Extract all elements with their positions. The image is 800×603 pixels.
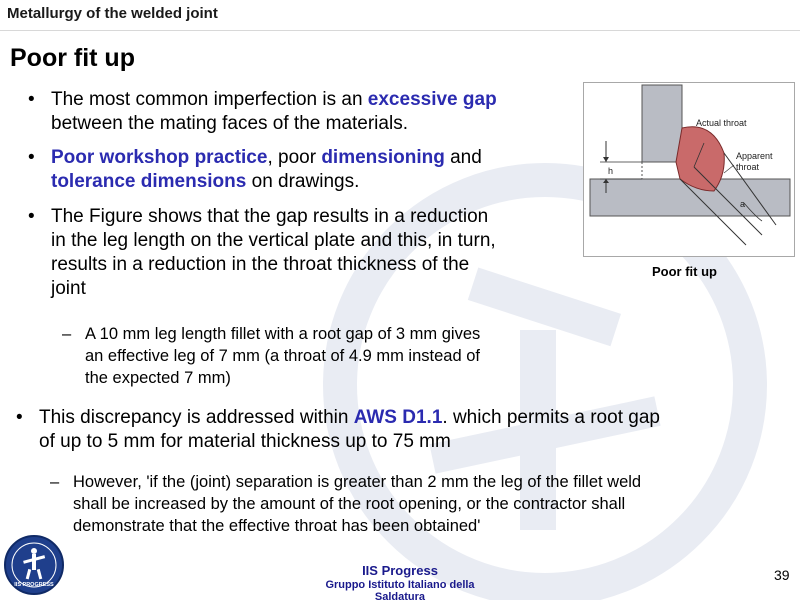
figure-caption: Poor fit up bbox=[652, 264, 717, 279]
bullet-4-marker: • bbox=[16, 407, 23, 428]
label-a: a bbox=[740, 199, 746, 209]
bullet-3-line-4: joint bbox=[51, 278, 86, 299]
vertical-plate bbox=[642, 85, 682, 162]
bullet-2-text-3: on drawings. bbox=[246, 171, 360, 192]
bullet-1-marker: • bbox=[28, 89, 35, 110]
bullet-1-text: The most common imperfection is an bbox=[51, 89, 368, 110]
logo-text: IIS PROGRESS bbox=[14, 582, 54, 588]
bullet-2-highlight-2: dimensioning bbox=[321, 147, 445, 168]
bullet-4-highlight: AWS D1.1 bbox=[353, 407, 443, 428]
header-title: Metallurgy of the welded joint bbox=[7, 5, 218, 22]
page-number: 39 bbox=[774, 567, 790, 583]
iis-progress-logo bbox=[3, 534, 65, 596]
sub-bullet-2 bbox=[73, 471, 793, 537]
sub-bullet-1-line-1: A 10 mm leg length fillet with a root gap of 3 mm gives bbox=[85, 325, 481, 343]
bullet-1 bbox=[51, 88, 581, 136]
sub-bullet-1-line-2: an effective leg of 7 mm (a throat of 4.9 mm instead of bbox=[85, 347, 480, 365]
bullet-2-marker: • bbox=[28, 147, 35, 168]
sub-bullet-1-line-3: the expected 7 mm) bbox=[85, 369, 231, 387]
bullet-1-highlight: excessive gap bbox=[367, 89, 497, 110]
label-actual-throat: Actual throat bbox=[696, 118, 747, 128]
fillet-weld-figure bbox=[583, 82, 795, 257]
sub-bullet-2-marker: – bbox=[50, 473, 60, 491]
bullet-1-text-2: between the mating faces of the materials. bbox=[51, 113, 408, 134]
bullet-2 bbox=[51, 146, 581, 194]
sub-bullet-1 bbox=[85, 323, 585, 389]
bullet-2-text-1: , poor bbox=[267, 147, 322, 168]
sub-bullet-2-line-2: shall be increased by the amount of the root opening, or the contractor shall bbox=[73, 495, 626, 513]
label-throat: throat bbox=[736, 162, 760, 172]
sub-bullet-2-line-1: However, 'if the (joint) separation is greater than 2 mm the leg of the fillet weld bbox=[73, 473, 642, 491]
bullet-3 bbox=[51, 205, 581, 301]
bullet-4-line-2: of up to 5 mm for material thickness up to 75 mm bbox=[39, 431, 451, 452]
bullet-4-text: This discrepancy is addressed within bbox=[39, 407, 354, 428]
bullet-2-highlight-3: tolerance dimensions bbox=[51, 171, 247, 192]
bullet-4-text-2: . which permits a root gap bbox=[442, 407, 660, 428]
label-apparent: Apparent bbox=[736, 151, 773, 161]
weld-bead bbox=[676, 127, 724, 191]
sub-bullet-1-marker: – bbox=[62, 325, 72, 343]
bullet-4 bbox=[39, 406, 789, 454]
sub-bullet-2-line-3: demonstrate that the effective throat has been obtained' bbox=[73, 517, 481, 535]
bullet-3-line-3: results in a reduction in the throat thickness of the bbox=[51, 254, 470, 275]
label-h: h bbox=[608, 166, 614, 176]
footer-line-2: Gruppo Istituto Italiano della Saldatura bbox=[325, 579, 475, 603]
slide-title: Poor fit up bbox=[10, 44, 135, 72]
fillet-weld-diagram bbox=[584, 83, 794, 256]
bullet-3-line-1: The Figure shows that the gap results in a reduction bbox=[51, 206, 489, 227]
footer-center bbox=[300, 563, 500, 603]
bullet-3-marker: • bbox=[28, 206, 35, 227]
footer-line-1: IIS Progress bbox=[362, 563, 438, 578]
bullet-2-text-2: and bbox=[444, 147, 482, 168]
bullet-3-line-2: in the leg length on the vertical plate and this, in turn, bbox=[51, 230, 496, 251]
bullet-2-highlight-1: Poor workshop practice bbox=[51, 147, 268, 168]
